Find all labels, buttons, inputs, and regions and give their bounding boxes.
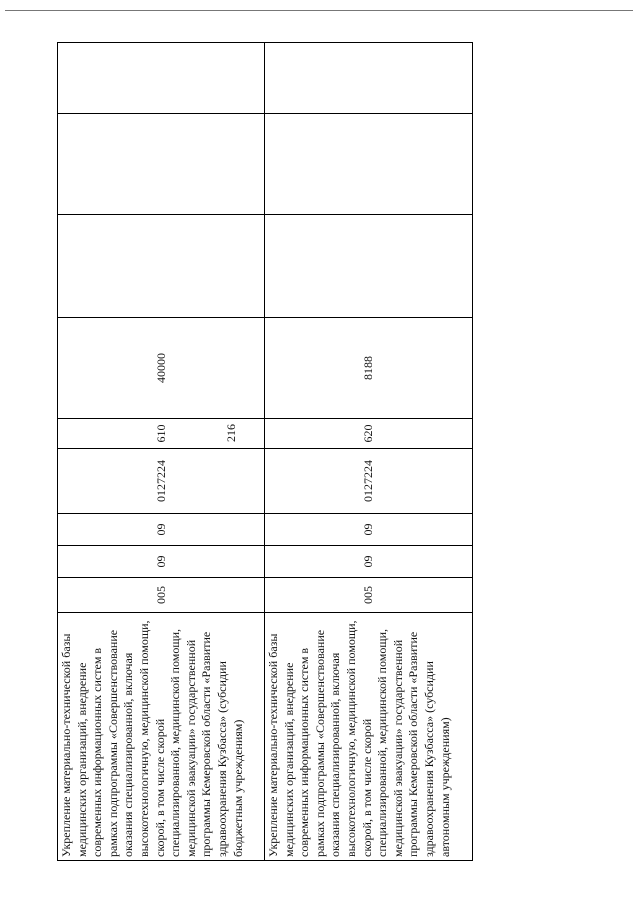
table-row — [58, 43, 265, 861]
empty-cell — [265, 215, 473, 318]
target-article-code: 0127224 — [58, 449, 265, 514]
ministry-code: 005 — [265, 578, 473, 613]
empty-cell — [58, 43, 265, 114]
target-article-code: 0127224 — [265, 449, 473, 514]
empty-cell — [265, 43, 473, 114]
row-description: Укрепление материально-технической базы медицинских организаций, внедрение современных информационных систем в рамках подпрограммы «Совершенствование оказания специализированной, включая высокотехнологичную, медицинской помощи, скорой, в том числе скорой специализированной, медицинской помощи, медицинской эвакуации» государственной программы Кемеровской области «Развитие здравоохранения Кузбасса» (субсидии бюджетным учреждениям) — [58, 613, 265, 861]
expense-type-code: 610 — [58, 419, 265, 449]
section-code: 09 — [265, 546, 473, 578]
expense-type-code: 620 — [265, 419, 473, 449]
rotated-table-wrapper — [57, 43, 472, 861]
subsection-code: 09 — [265, 514, 473, 546]
row-description: Укрепление материально-технической базы медицинских организаций, внедрение современных информационных систем в рамках подпрограммы «Совершенствование оказания специализированной, включая высокотехнологичную, медицинской помощи, скорой, в том числе скорой специализированной, медицинской помощи, медицинской эвакуации» государственной программы Кемеровской области «Развитие здравоохранения Кузбасса» (субсидии автономным учреждениям) — [265, 613, 473, 861]
top-rule — [5, 10, 633, 11]
section-code: 09 — [58, 546, 265, 578]
budget-table — [57, 42, 473, 861]
empty-cell — [58, 215, 265, 318]
amount-cell: 8188 — [265, 318, 473, 419]
subsection-code: 09 — [58, 514, 265, 546]
empty-cell — [58, 114, 265, 215]
ministry-code: 005 — [58, 578, 265, 613]
empty-cell — [265, 114, 473, 215]
page-number: 216 — [224, 424, 238, 442]
amount-cell: 40000 — [58, 318, 265, 419]
table-row — [265, 43, 473, 861]
